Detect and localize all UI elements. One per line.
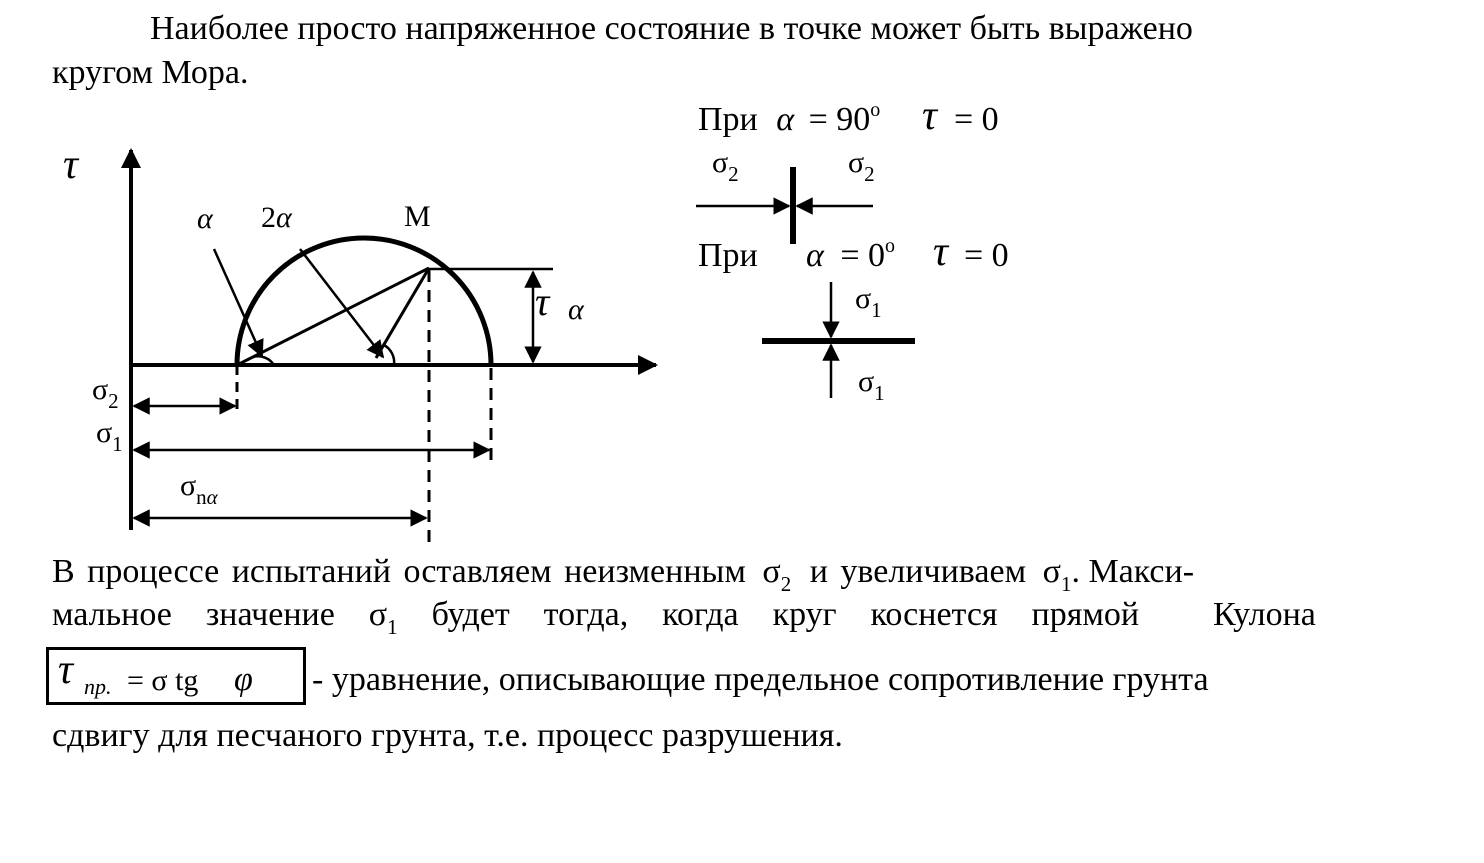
point-m-label: M (404, 200, 431, 233)
two-alpha-label: 2α (261, 201, 292, 234)
intro-line-1: Наиболее просто напряженное состояние в точке может быть выражено (150, 10, 1193, 47)
case-90-sigma2-right: $\sigma_2$ (848, 146, 875, 186)
formula-rhs: = σ tg (127, 664, 199, 697)
case-90-sigma2-left: $\sigma_2$ (712, 146, 739, 186)
formula-tau: τ (58, 647, 74, 693)
paragraph3-line1: - уравнение, описывающие предельное сопротивление грунта (312, 661, 1209, 698)
paragraph2-line1: В процессе испытаний оставляем неизменным $\sigma_2$ и увеличиваем $\sigma_1$. Макси- (52, 553, 1195, 596)
case-0-pri: При (698, 237, 758, 274)
sigma-n-alpha-label: $\sigma_{n\alpha}$ (180, 469, 218, 509)
sigma1-label: $\sigma_1$ (96, 416, 123, 456)
sigma2-label: $\sigma_2$ (92, 373, 119, 413)
case-0-tau: τ (933, 229, 949, 275)
tau-alpha-sub: α (568, 293, 584, 326)
tau-axis-label: τ (63, 142, 79, 188)
case-0-line: $\alpha = 0^o$ (806, 235, 896, 274)
case-0-tau-eq: = 0 (964, 237, 1009, 274)
two-alpha-angle-arc (384, 345, 394, 365)
case-90-tau-eq: = 0 (954, 101, 999, 138)
paragraph3-line2: сдвигу для песчаного грунта, т.е. процесс разрушения. (52, 717, 843, 754)
formula-phi: φ (234, 661, 253, 698)
intro-line-2: кругом Мора. (52, 54, 249, 91)
tau-alpha-label: τ (535, 279, 550, 324)
case-0-sigma1-bottom: $\sigma_1$ (858, 365, 885, 405)
two-alpha-pointer (300, 249, 383, 357)
paragraph2-line2: мальное значение $\sigma_1$ будет тогда, когда круг коснется прямой Кулона (52, 596, 1316, 639)
alpha-label: α (197, 202, 213, 235)
case-90-tau: τ (922, 93, 938, 139)
formula-sub: пр. (84, 674, 112, 699)
case-90-line: При $\alpha = 90^o$ (698, 99, 881, 138)
case-0-sigma1-top: $\sigma_1$ (855, 282, 882, 322)
